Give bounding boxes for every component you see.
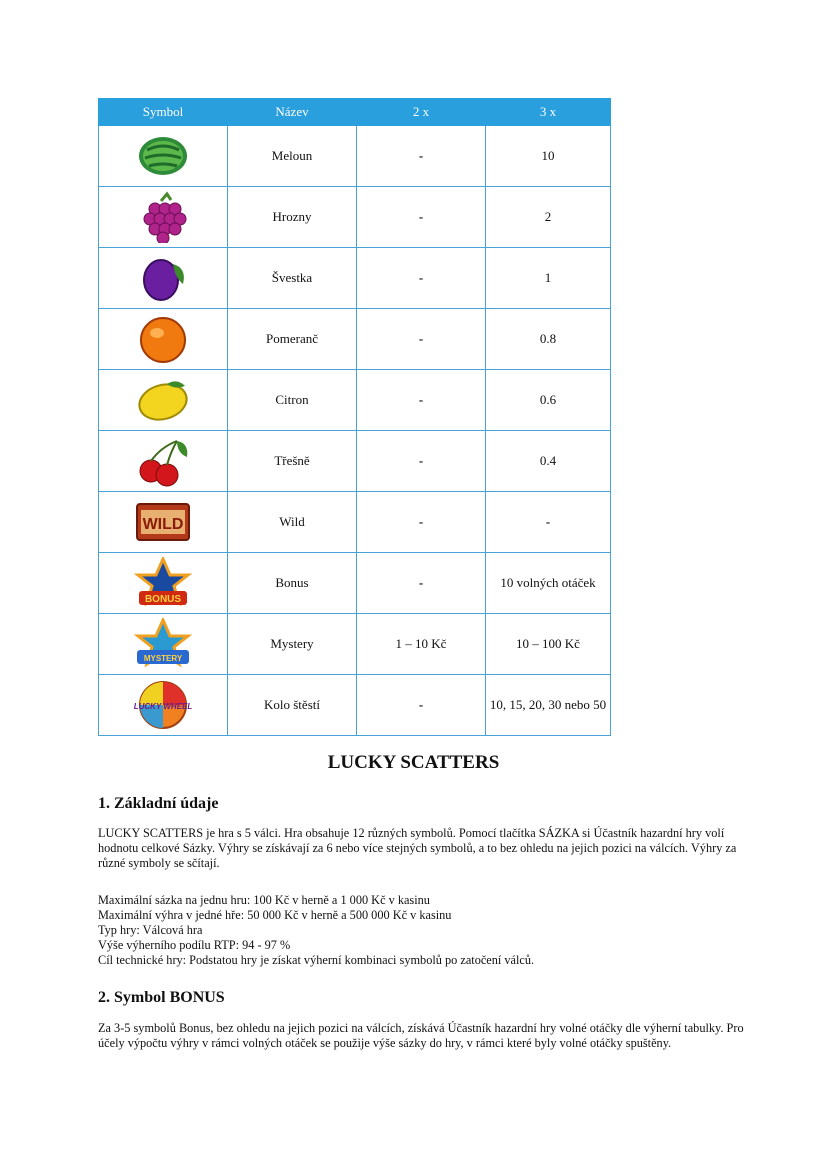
- svg-text:WILD: WILD: [142, 516, 184, 533]
- paytable: [98, 98, 611, 736]
- name-cell: Třešně: [228, 431, 357, 492]
- name-cell: Bonus: [228, 553, 357, 614]
- svg-text:LUCKY WHEEL: LUCKY WHEEL: [133, 702, 193, 711]
- pay-2x-cell: -: [357, 492, 486, 553]
- pay-3x-cell: 0.6: [486, 370, 611, 431]
- game-goal: Cíl technické hry: Podstatou hry je získat výherní kombinaci symbolů po zatočení válců.: [98, 953, 535, 967]
- header-2x: 2 x: [357, 99, 486, 126]
- symbol-cell: [99, 370, 228, 431]
- symbol-cell: [99, 614, 228, 675]
- max-bet: Maximální sázka na jednu hru: 100 Kč v herně a 1 000 Kč v kasinu: [98, 893, 430, 907]
- table-row: [99, 675, 611, 736]
- pay-2x-cell: 1 – 10 Kč: [357, 614, 486, 675]
- pay-3x-cell: 1: [486, 248, 611, 309]
- rtp: Výše výherního podílu RTP: 94 - 97 %: [98, 938, 291, 952]
- table-row: [99, 553, 611, 614]
- pay-3x-cell: 10 volných otáček: [486, 553, 611, 614]
- symbol-cell: [99, 126, 228, 187]
- watermelon-icon: [133, 130, 193, 182]
- name-cell: Wild: [228, 492, 357, 553]
- section1-heading: 1. Základní údaje: [98, 795, 219, 812]
- name-cell: Hrozny: [228, 187, 357, 248]
- svg-text:BONUS: BONUS: [144, 594, 182, 605]
- table-row: [99, 370, 611, 431]
- pay-3x-cell: -: [486, 492, 611, 553]
- table-row: [99, 492, 611, 553]
- pay-3x-cell: 0.4: [486, 431, 611, 492]
- pay-2x-cell: -: [357, 370, 486, 431]
- symbol-cell: [99, 309, 228, 370]
- pay-2x-cell: -: [357, 187, 486, 248]
- section1-details: [98, 893, 758, 968]
- section1-intro: LUCKY SCATTERS je hra s 5 válci. Hra obsahuje 12 různých symbolů. Pomocí tlačítka SÁZKA si Účastník hazardní hry volí hodnotu celkové Sázky. Výhry se získávají za 6 nebo více stejných symbolů, a to bez ohledu na jejich pozici na válcích. Výhry za různé symboly se sčítají.: [98, 826, 737, 870]
- pay-3x-cell: 10, 15, 20, 30 nebo 50: [486, 675, 611, 736]
- table-row: [99, 431, 611, 492]
- pay-2x-cell: -: [357, 675, 486, 736]
- table-row: [99, 187, 611, 248]
- symbol-cell: [99, 553, 228, 614]
- pay-2x-cell: -: [357, 431, 486, 492]
- bonus-star-icon: [133, 557, 193, 609]
- table-row: [99, 248, 611, 309]
- lemon-icon: [133, 374, 193, 426]
- cherries-icon: [133, 435, 193, 487]
- paytable-header: [99, 99, 611, 126]
- pay-3x-cell: 10: [486, 126, 611, 187]
- pay-3x-cell: 2: [486, 187, 611, 248]
- symbol-cell: [99, 248, 228, 309]
- max-win: Maximální výhra v jedné hře: 50 000 Kč v herně a 500 000 Kč v kasinu: [98, 908, 452, 922]
- header-name: Název: [228, 99, 357, 126]
- symbol-cell: [99, 492, 228, 553]
- symbol-cell: [99, 187, 228, 248]
- section2-text: Za 3-5 symbolů Bonus, bez ohledu na jejich pozici na válcích, získává Účastník hazardní hry volné otáčky dle výherní tabulky. Pro účely výpočtu výhry v rámci volných otáček se použije výše sázky do hry, v rámci které byly volné otáčky spuštěny.: [98, 1021, 744, 1050]
- pay-3x-cell: 0.8: [486, 309, 611, 370]
- grapes-icon: [133, 191, 193, 243]
- table-row: [99, 309, 611, 370]
- orange-icon: [133, 313, 193, 365]
- pay-2x-cell: -: [357, 309, 486, 370]
- table-row: [99, 614, 611, 675]
- section2-heading: 2. Symbol BONUS: [98, 989, 225, 1006]
- table-row: [99, 126, 611, 187]
- name-cell: Citron: [228, 370, 357, 431]
- name-cell: Meloun: [228, 126, 357, 187]
- game-title: LUCKY SCATTERS: [327, 752, 500, 773]
- pay-3x-cell: 10 – 100 Kč: [486, 614, 611, 675]
- name-cell: Švestka: [228, 248, 357, 309]
- name-cell: Pomeranč: [228, 309, 357, 370]
- plum-icon: [133, 252, 193, 304]
- symbol-cell: [99, 431, 228, 492]
- pay-2x-cell: -: [357, 553, 486, 614]
- name-cell: Mystery: [228, 614, 357, 675]
- svg-text:MYSTERY: MYSTERY: [143, 654, 183, 663]
- symbol-cell: [99, 675, 228, 736]
- pay-2x-cell: -: [357, 248, 486, 309]
- pay-2x-cell: -: [357, 126, 486, 187]
- lucky-wheel-icon: [133, 679, 193, 731]
- name-cell: Kolo štěstí: [228, 675, 357, 736]
- header-3x: 3 x: [486, 99, 611, 126]
- header-symbol: Symbol: [99, 99, 228, 126]
- wild-icon: [133, 496, 193, 548]
- mystery-star-icon: [133, 618, 193, 670]
- game-type: Typ hry: Válcová hra: [98, 923, 203, 937]
